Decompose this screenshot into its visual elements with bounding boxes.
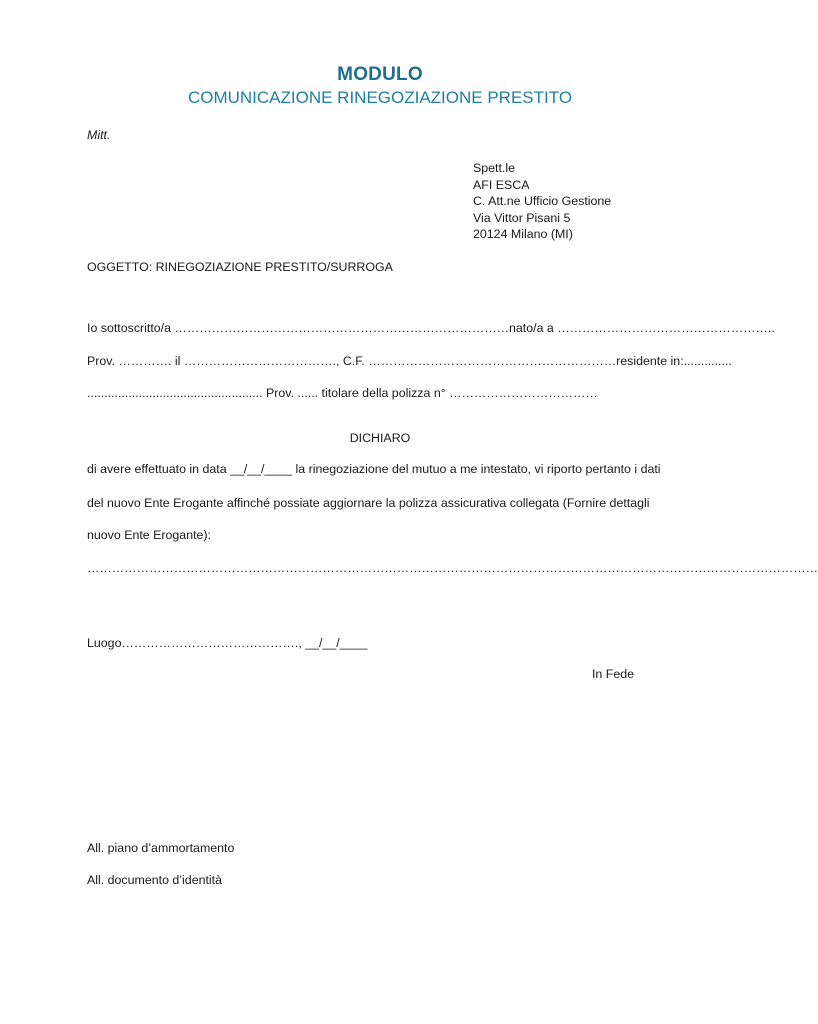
attachment-item: All. documento d’identità [87, 873, 223, 887]
personal-data-line: ................................................... Prov. ...... titolare della polizza n° ……………………………… [87, 386, 598, 400]
personal-data-line: Io sottoscritto/a ………………………………………………………………………nato/a a …………………………………………….. [87, 321, 775, 335]
dotted-fill-line: …………………………………………………………………………………………………………………………………………………………… [87, 561, 818, 575]
recipient-line: AFI ESCA [473, 177, 530, 192]
recipient-address [473, 160, 611, 243]
subject-line: OGGETTO: RINEGOZIAZIONE PRESTITO/SURROGA [87, 260, 393, 274]
declaration-heading: DICHIARO [349, 431, 411, 445]
personal-data-line: Prov. …………. il ………………………………., C.F. ……………………………………………………residente in:.............. [87, 354, 732, 368]
recipient-line: 20124 Milano (MI) [473, 227, 573, 241]
declaration-text-line: del nuovo Ente Erogante affinché possiate aggiornare la polizza assicurativa collegata (Fornire dettagli [87, 496, 650, 510]
sender-label: Mitt. [87, 128, 111, 142]
declaration-text-line: nuovo Ente Erogante): [87, 528, 211, 542]
closing-text: In Fede [591, 667, 634, 681]
attachment-item: All. piano d’ammortamento [87, 841, 235, 855]
recipient-line: Spett.le [473, 161, 516, 175]
recipient-line: C. Att.ne Ufficio Gestione [473, 194, 612, 208]
declaration-text-line: di avere effettuato in data __/__/____ la rinegoziazione del mutuo a me intestato, vi riporto pertanto i dati [87, 462, 661, 476]
document-title: MODULO [337, 64, 423, 85]
recipient-line: Via Vittor Pisani 5 [473, 210, 571, 225]
place-date-line: Luogo……………………………………., __/__/____ [87, 636, 368, 650]
document-subtitle: COMUNICAZIONE RINEGOZIAZIONE PRESTITO [187, 88, 573, 107]
